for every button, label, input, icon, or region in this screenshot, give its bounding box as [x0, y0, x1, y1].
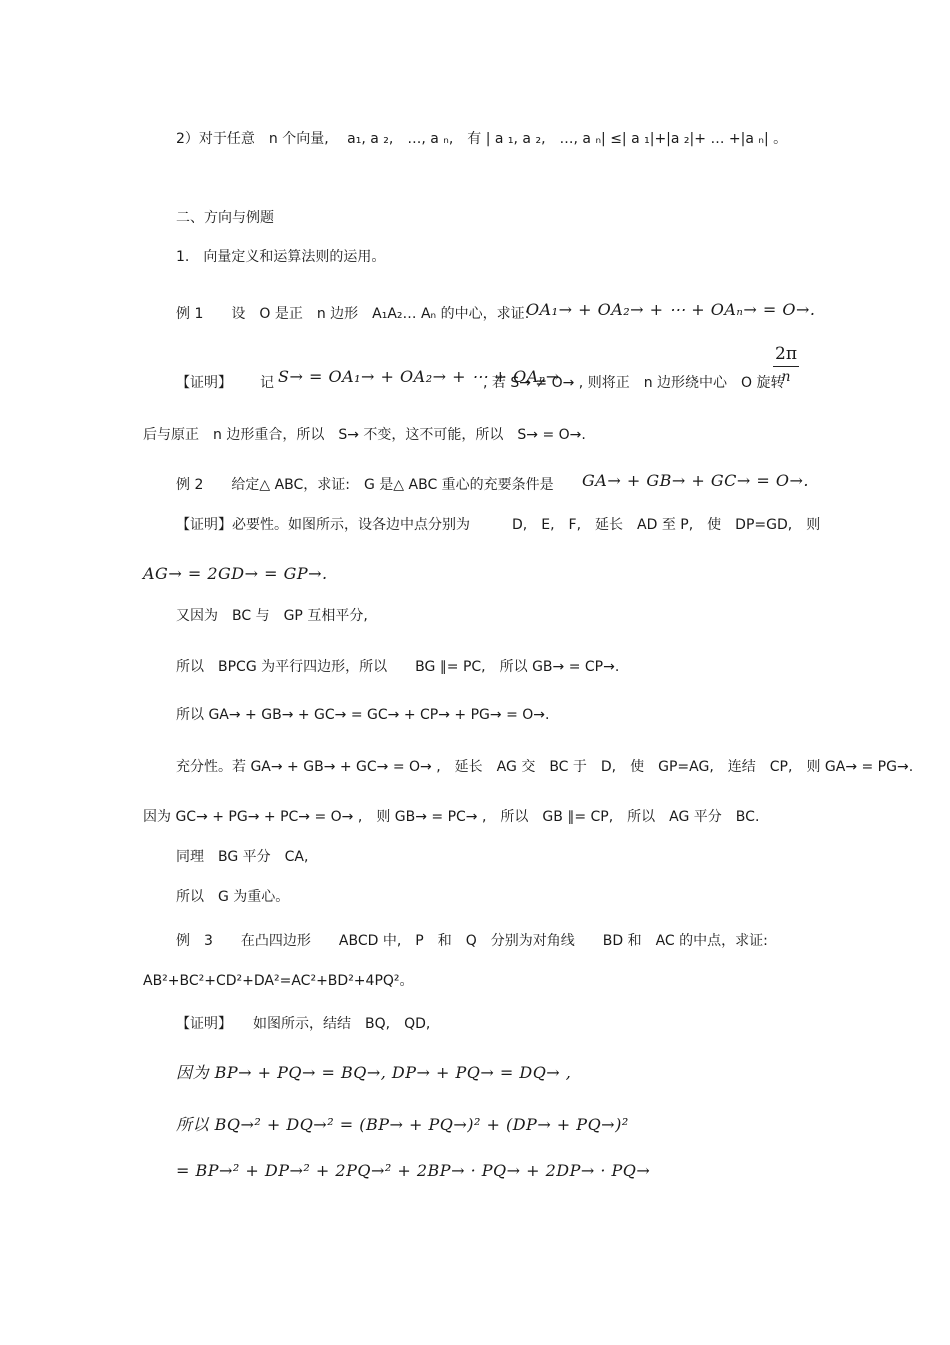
- proof-2-because: 因为 GC→ + PG→ + PC→ = O→ , 则 GB→ = PC→ , 所以 GB ∥= CP, 所以 AG 平分 BC.: [143, 809, 760, 825]
- proof-2-similarly: 同理 BG 平分 CA,: [176, 849, 309, 865]
- example-3-statement: 例 3 在凸四边形 ABCD 中, P 和 Q 分别为对角线 BD 和 AC 的中点，求证:: [176, 933, 768, 949]
- proof-1-conclusion: 后与原正 n 边形重合，所以 S→ 不变，这不可能，所以 S→ = O→.: [143, 427, 586, 443]
- proof-1-pre: 记: [260, 375, 274, 391]
- fraction-numerator: 2π: [773, 344, 799, 367]
- example-2-statement: 例 2 给定△ ABC，求证: G 是△ ABC 重心的充要条件是: [176, 477, 554, 493]
- fraction-denominator: n: [781, 369, 791, 385]
- text-line-norm-property: 2）对于任意 n 个向量, a₁, a ₂, …, a ₙ, 有 | a ₁, a ₂, …, a ₙ| ≤| a ₁|+|a ₂|+ … +|a ₙ| 。: [176, 131, 788, 147]
- proof-3-label: 【证明】 如图所示，结结 BQ, QD,: [176, 1016, 431, 1032]
- proof-3-expansion: = BP→² + DP→² + 2PQ→² + 2BP→ · PQ→ + 2DP→ · PQ→: [176, 1161, 651, 1180]
- example-2-formula: GA→ + GB→ + GC→ = O→.: [582, 471, 809, 490]
- proof-2-sum: 所以 GA→ + GB→ + GC→ = GC→ + CP→ + PG→ = O→.: [176, 707, 550, 723]
- proof-2-sufficiency: 充分性。若 GA→ + GB→ + GC→ = O→ , 延长 AG 交 BC 于 D, 使 GP=AG, 连结 CP, 则 GA→ = PG→.: [176, 759, 914, 775]
- proof-2-equation-1: AG→ = 2GD→ = GP→.: [143, 564, 328, 583]
- example-3-formula: AB²+BC²+CD²+DA²=AC²+BD²+4PQ²。: [143, 973, 414, 989]
- proof-2-line-bisect: 又因为 BC 与 GP 互相平分,: [176, 608, 368, 624]
- rotation-angle-fraction: [773, 344, 799, 385]
- proof-1-formula: S→ = OA₁→ + OA₂→ + ⋯ + OAₙ→: [278, 367, 560, 386]
- proof-1-post: , 若 S→ ≠ O→ , 则将正 n 边形绕中心 O 旋转: [483, 375, 785, 391]
- proof-3-therefore: 所以 BQ→² + DQ→² = (BP→ + PQ→)² + (DP→ + PQ→)²: [176, 1115, 629, 1134]
- proof-2-necessity: 【证明】必要性。如图所示，设各边中点分别为 D, E, F, 延长 AD 至 P, 使 DP=GD, 则: [176, 517, 821, 533]
- proof-2-conclusion: 所以 G 为重心。: [176, 889, 290, 905]
- proof-2-parallelogram: 所以 BPCG 为平行四边形，所以 BG ∥= PC, 所以 GB→ = CP→.: [176, 659, 620, 675]
- example-1-formula: OA₁→ + OA₂→ + ⋯ + OAₙ→ = O→.: [526, 300, 816, 319]
- proof-1-label: 【证明】: [176, 375, 232, 391]
- proof-3-because: 因为 BP→ + PQ→ = BQ→, DP→ + PQ→ = DQ→ ,: [176, 1063, 572, 1082]
- subsection-heading: 1. 向量定义和运算法则的运用。: [176, 249, 386, 265]
- section-heading: 二、方向与例题: [176, 210, 274, 226]
- example-1-statement: 例 1 设 O 是正 n 边形 A₁A₂… Aₙ 的中心，求证:: [176, 306, 530, 322]
